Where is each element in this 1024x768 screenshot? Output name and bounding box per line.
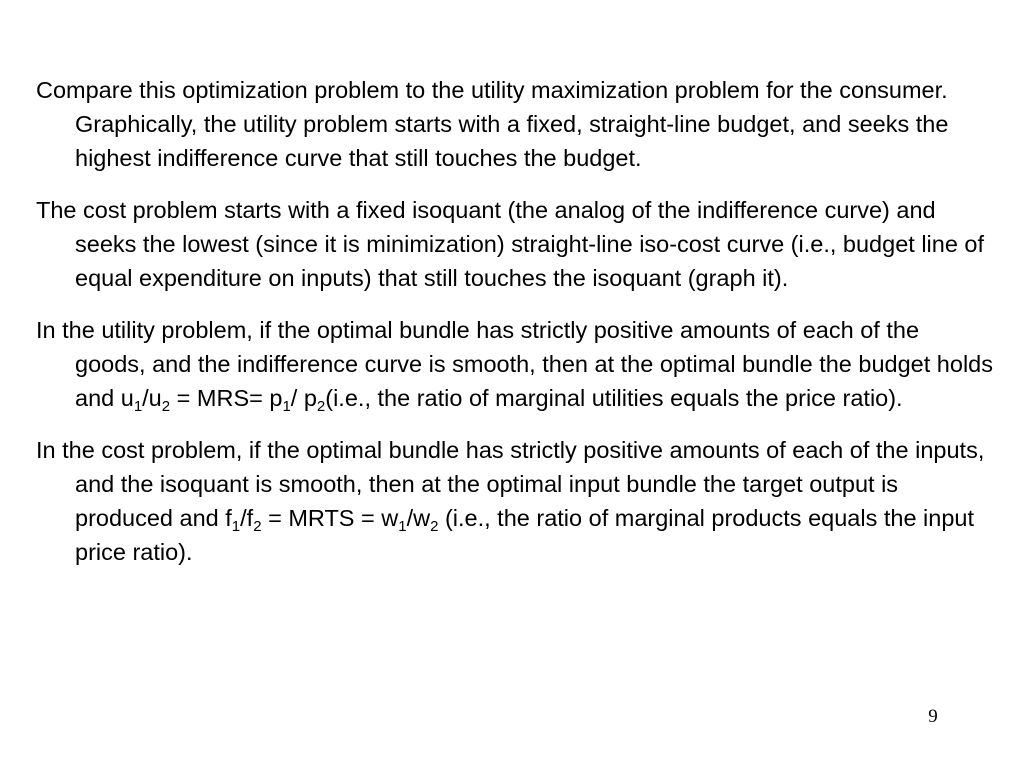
subscript: 1 bbox=[398, 518, 407, 535]
text-run: = MRS= p bbox=[170, 385, 283, 411]
subscript: 1 bbox=[231, 518, 241, 535]
paragraph-cost-condition bbox=[36, 433, 996, 569]
text-run: In the cost problem, if the optimal bundle has strictly positive amounts of each of the inputs, and the isoquant is smooth, then at the optimal input bundle the target output is produced and f bbox=[36, 437, 985, 531]
subscript: 1 bbox=[282, 398, 291, 415]
subscript: 2 bbox=[253, 518, 262, 535]
text-run: = MRTS = w bbox=[261, 505, 399, 531]
paragraph-utility-condition bbox=[36, 313, 996, 415]
subscript: 2 bbox=[430, 518, 439, 535]
text-run: /u bbox=[142, 385, 162, 411]
text-run: /f bbox=[240, 505, 254, 531]
subscript: 2 bbox=[316, 398, 326, 415]
text-run: (i.e., the ratio of marginal products equals the input price ratio). bbox=[75, 505, 974, 565]
slide-body bbox=[36, 73, 996, 587]
text-run: (i.e., the ratio of marginal utilities equals the price ratio). bbox=[325, 385, 903, 411]
text-run: / p bbox=[290, 385, 317, 411]
page-number: 9 bbox=[928, 706, 938, 727]
paragraph-cost-problem: The cost problem starts with a fixed isoquant (the analog of the indifference curve) and seeks the lowest (since it is minimization) straight-line iso-cost curve (i.e., budget line of equal expenditure on inputs) that still touches the isoquant (graph it). bbox=[36, 197, 985, 291]
text-run: /w bbox=[406, 505, 431, 531]
subscript: 1 bbox=[133, 398, 143, 415]
paragraph-utility-comparison: Compare this optimization problem to the utility maximization problem for the consumer. Graphically, the utility problem starts with a fixed, straight-line budget, and seeks the highest indifference curve that still touches the budget. bbox=[36, 77, 949, 171]
subscript: 2 bbox=[161, 398, 171, 415]
text-run: In the utility problem, if the optimal bundle has strictly positive amounts of each of the goods, and the indifference curve is smooth, then at the optimal bundle the budget holds and u bbox=[36, 317, 993, 411]
